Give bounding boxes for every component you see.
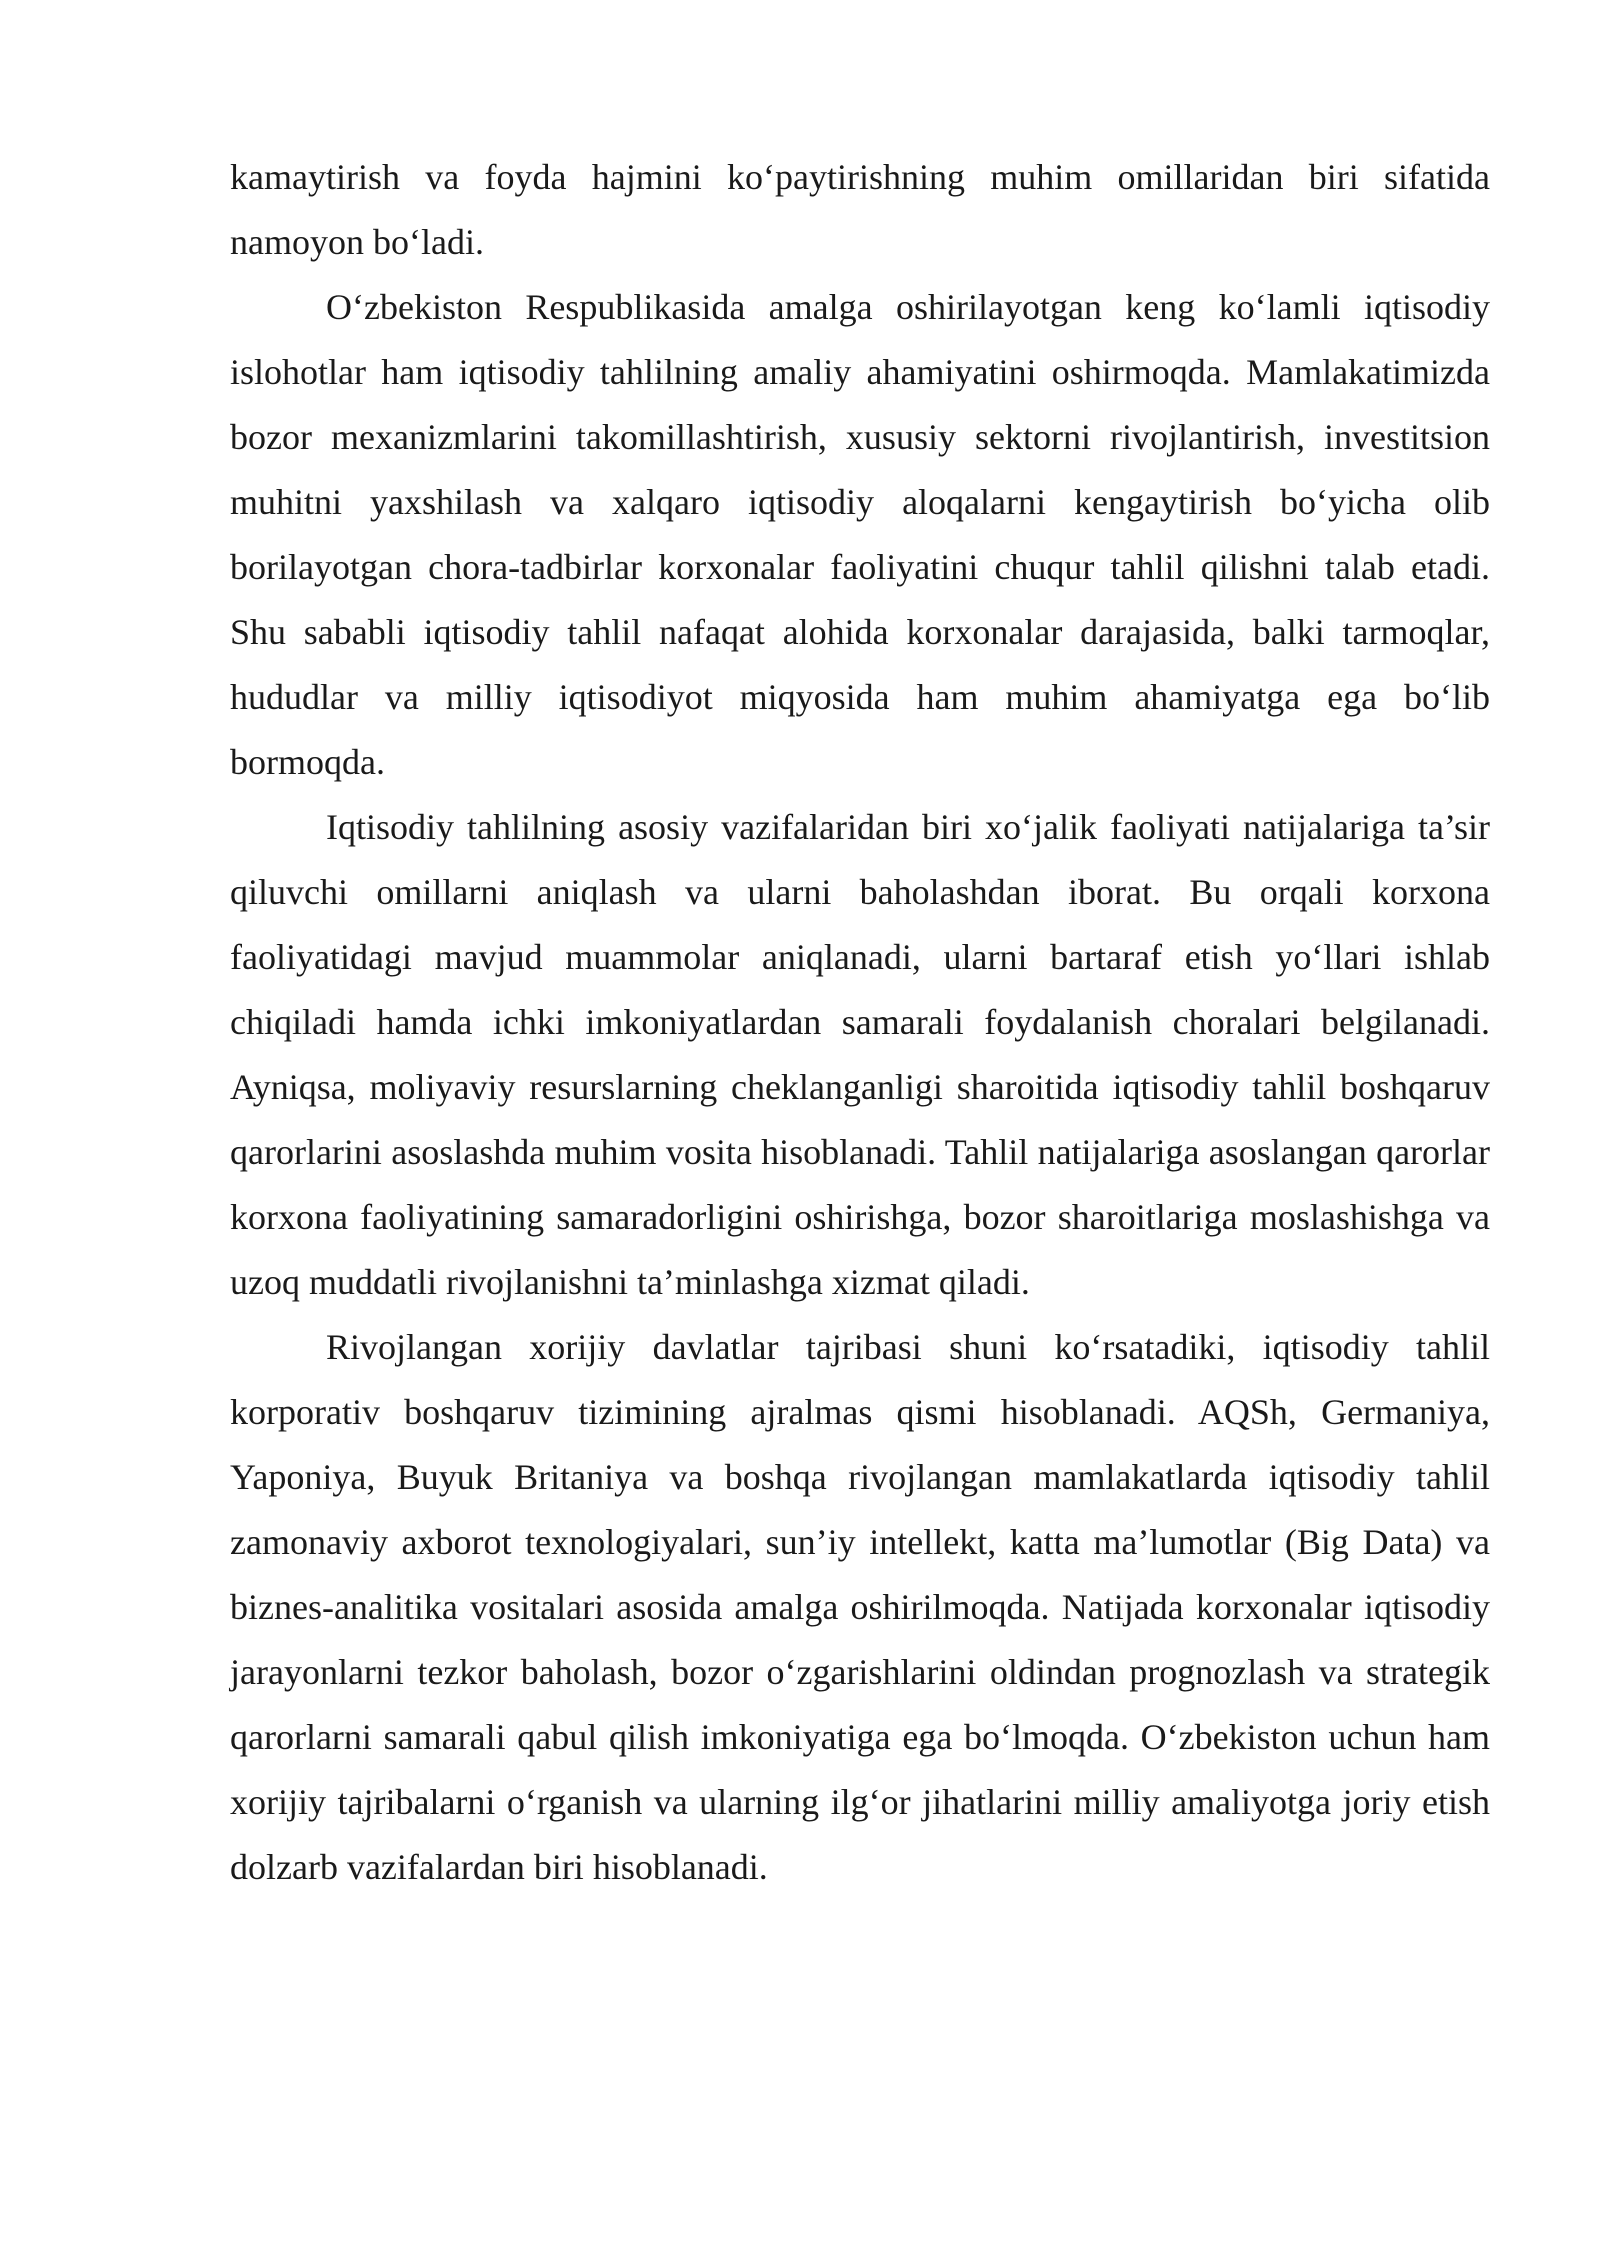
paragraph-reforms: O‘zbekiston Respublikasida amalga oshirilayotgan keng ko‘lamli iqtisodiy islohotlar ham iqtisodiy tahlilning amaliy ahamiyatini oshirmoqda. Mamlakatimizda bozor mexanizmlarini takomillashtirish, xususiy sektorni rivojlantirish, investitsion muhitni yaxshilash va xalqaro iqtisodiy aloqalarni kengaytirish bo‘yicha olib borilayotgan chora-tadbirlar korxonalar faoliyatini chuqur tahlil qilishni talab etadi. Shu sababli iqtisodiy tahlil nafaqat alohida korxonalar darajasida, balki tarmoqlar, hududlar va milliy iqtisodiyot miqyosida ham muhim ahamiyatga ega bo‘lib bormoqda. <box>230 287 1490 782</box>
document-page <box>230 145 1490 1900</box>
paragraph-tasks: Iqtisodiy tahlilning asosiy vazifalaridan biri xo‘jalik faoliyati natijalariga ta’sir qiluvchi omillarni aniqlash va ularni baholashdan iborat. Bu orqali korxona faoliyatidagi mavjud muammolar aniqlanadi, ularni bartaraf etish yo‘llari ishlab chiqiladi hamda ichki imkoniyatlardan samarali foydalanish choralari belgilanadi. Ayniqsa, moliyaviy resurslarning cheklanganligi sharoitida iqtisodiy tahlil boshqaruv qarorlarini asoslashda muhim vosita hisoblanadi. Tahlil natijalariga asoslangan qarorlar korxona faoliyatining samaradorligini oshirishga, bozor sharoitlariga moslashishga va uzoq muddatli rivojlanishni ta’minlashga xizmat qiladi. <box>230 807 1490 1302</box>
paragraph-continuation: kamaytirish va foyda hajmini ko‘paytirishning muhim omillaridan biri sifatida namoyon bo‘ladi. <box>230 157 1490 262</box>
paragraph-foreign-experience: Rivojlangan xorijiy davlatlar tajribasi shuni ko‘rsatadiki, iqtisodiy tahlil korporativ boshqaruv tizimining ajralmas qismi hisoblanadi. AQSh, Germaniya, Yaponiya, Buyuk Britaniya va boshqa rivojlangan mamlakatlarda iqtisodiy tahlil zamonaviy axborot texnologiyalari, sun’iy intellekt, katta ma’lumotlar (Big Data) va biznes-analitika vositalari asosida amalga oshirilmoqda. Natijada korxonalar iqtisodiy jarayonlarni tezkor baholash, bozor o‘zgarishlarini oldindan prognozlash va strategik qarorlarni samarali qabul qilish imkoniyatiga ega bo‘lmoqda. O‘zbekiston uchun ham xorijiy tajribalarni o‘rganish va ularning ilg‘or jihatlarini milliy amaliyotga joriy etish dolzarb vazifalardan biri hisoblanadi. <box>230 1327 1490 1887</box>
